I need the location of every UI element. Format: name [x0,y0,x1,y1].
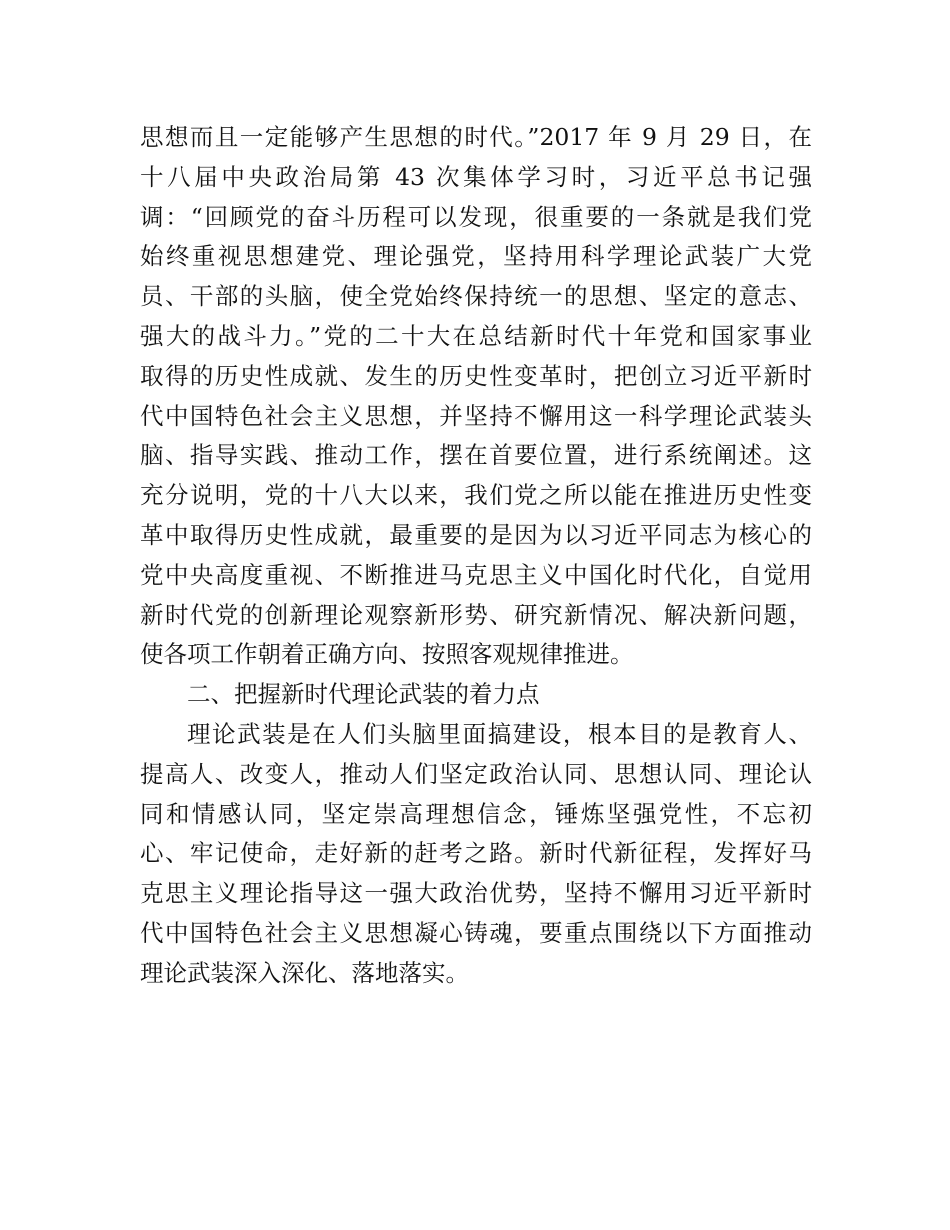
text-line: 代中国特色社会主义思想，并坚持不懈用这一科学理论武装头 [140,401,812,430]
text-line: 新时代党的创新理论观察新形势、研究新情况、解决新问题， [140,600,812,629]
text-line: 员、干部的头脑，使全党始终保持统一的思想、坚定的意志、 [140,282,812,311]
text-line: 心、牢记使命，走好新的赶考之路。新时代新征程，发挥好马 [140,839,812,868]
text-line: 提高人、改变人，推动人们坚定政治认同、思想认同、理论认 [140,759,812,788]
paragraph-continuation [140,118,812,675]
paragraph [140,715,812,994]
text-line: 始终重视思想建党、理论强党，坚持用科学理论武装广大党 [140,242,812,271]
text-line: 使各项工作朝着正确方向、按照客观规律推进。 [140,640,634,669]
text-line: 调：“回顾党的奋斗历程可以发现，很重要的一条就是我们党 [140,202,812,231]
text-line: 取得的历史性成就、发生的历史性变革时，把创立习近平新时 [140,361,812,390]
text-line: 思想而且一定能够产生思想的时代。”2017 年 9 月 29 日，在 [140,123,812,151]
text-line: 党中央高度重视、不断推进马克思主义中国化时代化，自觉用 [140,560,812,589]
text-line: 充分说明，党的十八大以来，我们党之所以能在推进历史性变 [140,481,812,510]
text-line: 克思主义理论指导这一强大政治优势，坚持不懈用习近平新时 [140,879,812,908]
section-heading-text: 二、把握新时代理论武装的着力点 [187,680,540,709]
text-line: 同和情感认同，坚定崇高理想信念，锤炼坚强党性，不忘初 [140,799,812,828]
document-body [140,118,812,994]
text-line: 脑、指导实践、推动工作，摆在首要位置，进行系统阐述。这 [140,441,812,470]
text-line: 理论武装是在人们头脑里面搞建设，根本目的是教育人、 [187,719,812,748]
text-line: 强大的战斗力。”党的二十大在总结新时代十年党和国家事业 [140,321,812,350]
section-heading [140,675,812,715]
text-line: 革中取得历史性成就，最重要的是因为以习近平同志为核心的 [140,520,812,549]
text-line: 代中国特色社会主义思想凝心铸魂，要重点围绕以下方面推动 [140,918,812,947]
text-line: 理论武装深入深化、落地落实。 [140,958,469,987]
text-line: 十八届中央政治局第 43 次集体学习时，习近平总书记强 [140,162,812,191]
